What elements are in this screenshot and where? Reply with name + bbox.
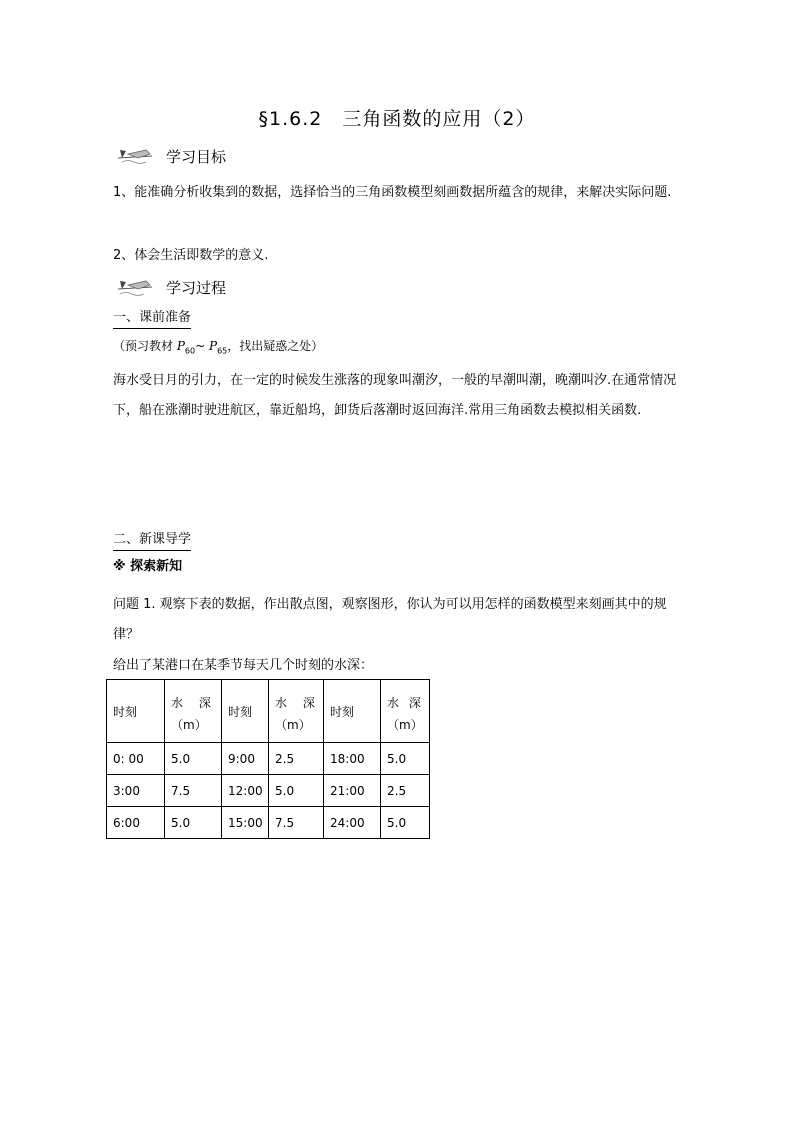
table-cell: 3:00 <box>107 775 165 807</box>
page-title: §1.6.2 三角函数的应用（2） <box>258 108 536 130</box>
preview-page-start-p: P <box>176 339 185 353</box>
table-cell: 7.5 <box>269 807 324 839</box>
table-cell: 5.0 <box>165 807 222 839</box>
table-cell: 5.0 <box>381 807 430 839</box>
table-cell: 24:00 <box>324 807 381 839</box>
header-depth-3-line1: 水 深 <box>387 695 424 710</box>
header-time-1: 时刻 <box>107 680 165 743</box>
section-2-title: 二、新课导学 <box>113 531 191 551</box>
preview-note-tilde: ~ <box>195 339 206 353</box>
header-time-3: 时刻 <box>324 680 381 743</box>
header-depth-1 <box>165 680 222 743</box>
preview-note <box>113 337 323 360</box>
water-depth-table <box>106 679 430 839</box>
table-row <box>107 775 430 807</box>
preview-note-suffix: ，找出疑惑之处） <box>227 339 324 353</box>
table-cell: 5.0 <box>269 775 324 807</box>
header-depth-2-line1: 水 深 <box>275 695 321 710</box>
explore-heading: ※ 探索新知 <box>113 559 183 574</box>
table-cell: 9:00 <box>222 743 269 775</box>
table-cell: 18:00 <box>324 743 381 775</box>
table-cell: 2.5 <box>381 775 430 807</box>
objective-item-2: 2、体会生活即数学的意义. <box>113 248 269 263</box>
table-cell: 21:00 <box>324 775 381 807</box>
table-row <box>107 807 430 839</box>
table-cell: 6:00 <box>107 807 165 839</box>
preview-note-prefix: （预习教材 <box>113 339 174 353</box>
preview-page-end-p: P <box>209 339 218 353</box>
tide-paragraph: 海水受日月的引力，在一定的时候发生涨落的现象叫潮汐，一般的早潮叫潮，晚潮叫汐.在通常情况下，船在涨潮时驶进航区，靠近船坞，卸货后落潮时返回海洋.常用三角函数去模拟相关函数. <box>113 373 677 418</box>
table-header-row <box>107 680 430 743</box>
section-1-title: 一、课前准备 <box>113 309 191 329</box>
preview-page-start-num: 60 <box>184 346 196 356</box>
table-intro: 给出了某港口在某季节每天几个时刻的水深： <box>113 658 374 673</box>
header-depth-2 <box>269 680 324 743</box>
header-depth-1-line2: （m） <box>171 717 207 732</box>
table-row <box>107 743 430 775</box>
pen-icon <box>116 146 156 166</box>
table-cell: 0: 00 <box>107 743 165 775</box>
header-depth-3-line2: （m） <box>387 717 423 732</box>
table-cell: 7.5 <box>165 775 222 807</box>
table-cell: 5.0 <box>381 743 430 775</box>
table-cell: 2.5 <box>269 743 324 775</box>
table-cell: 15:00 <box>222 807 269 839</box>
objective-item-1: 1、能准确分析收集到的数据，选择恰当的三角函数模型刻画数据所蕴含的规律，来解决实际问题. <box>113 185 672 200</box>
objectives-heading <box>116 145 226 167</box>
preview-page-end-num: 65 <box>217 346 228 356</box>
process-heading-label: 学习过程 <box>166 278 227 297</box>
header-depth-3 <box>381 680 430 743</box>
process-heading <box>116 276 226 298</box>
question-1: 问题 1. 观察下表的数据，作出散点图，观察图形，你认为可以用怎样的函数模型来刻画其中的规律？ <box>113 597 667 642</box>
header-depth-1-line1: 水 深 <box>171 695 217 710</box>
header-time-2: 时刻 <box>222 680 269 743</box>
objectives-heading-label: 学习目标 <box>166 147 227 166</box>
pen-icon <box>116 277 156 297</box>
table-cell: 12:00 <box>222 775 269 807</box>
table-cell: 5.0 <box>165 743 222 775</box>
header-depth-2-line2: （m） <box>275 717 311 732</box>
